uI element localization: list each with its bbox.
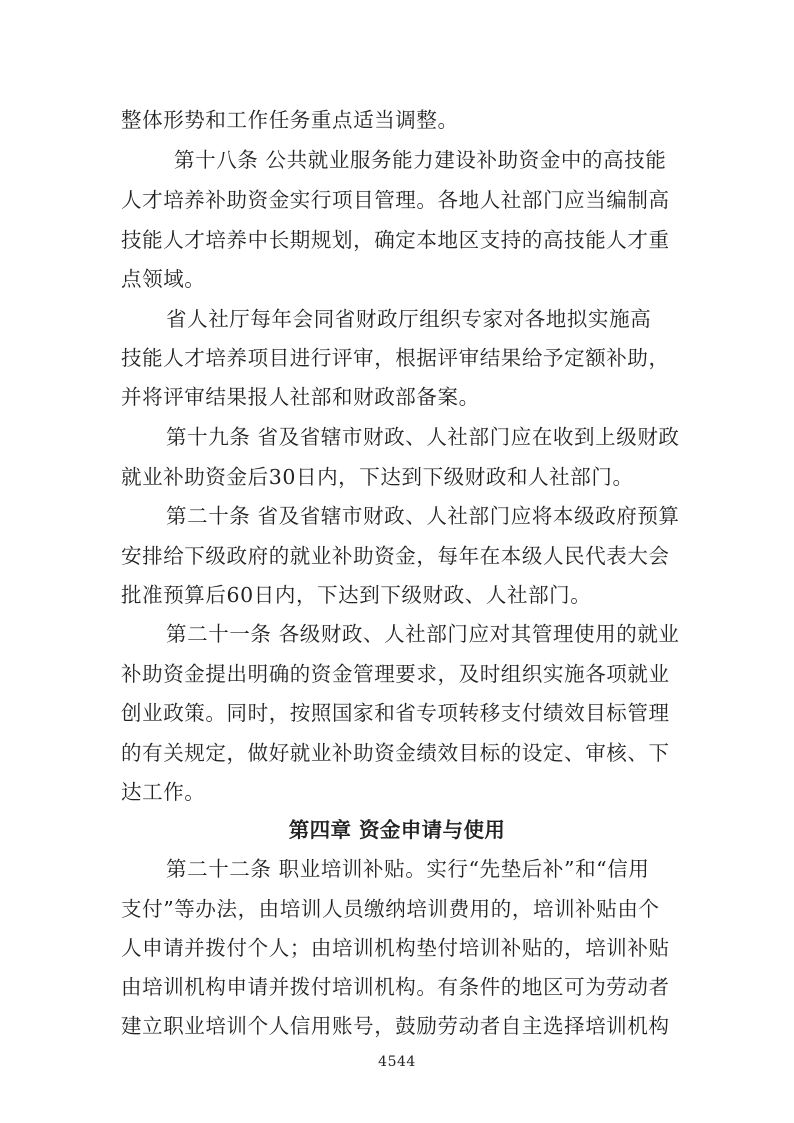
text-line: 并将评审结果报人社部和财政部备案。 bbox=[121, 385, 480, 409]
text-line: 技能人才培养项目进行评审，根据评审结果给予定额补助， bbox=[121, 346, 670, 370]
text-line: 批准预算后60日内，下达到下级财政、人社部门。 bbox=[121, 583, 592, 607]
text-line: 人申请并拨付个人；由培训机构垫付培训补贴的，培训补贴 bbox=[121, 936, 670, 960]
text-line: 由培训机构申请并拨付培训机构。有条件的地区可为劳动者 bbox=[121, 975, 670, 999]
text-line: 达工作。 bbox=[121, 780, 206, 804]
text-line: 省人社厅每年会同省财政厅组织专家对各地拟实施高 bbox=[166, 307, 652, 331]
text-line: 技能人才培养中长期规划，确定本地区支持的高技能人才重 bbox=[121, 228, 670, 252]
text-line: 支付”等办法，由培训人员缴纳培训费用的，培训补贴由个 bbox=[121, 897, 660, 921]
page-number: 4544 bbox=[378, 1054, 416, 1070]
text-line: 第十九条 省及省辖市财政、人社部门应在收到上级财政 bbox=[166, 425, 680, 449]
text-line: 建立职业培训个人信用账号，鼓励劳动者自主选择培训机构 bbox=[121, 1014, 670, 1038]
text-line: 补助资金提出明确的资金管理要求，及时组织实施各项就业 bbox=[121, 662, 670, 686]
text-line: 整体形势和工作任务重点适当调整。 bbox=[121, 108, 459, 132]
text-line: 点领域。 bbox=[121, 267, 206, 291]
text-line: 第二十二条 职业培训补贴。实行“先垫后补”和“信用 bbox=[166, 857, 650, 881]
text-line: 人才培养补助资金实行项目管理。各地人社部门应当编制高 bbox=[121, 188, 670, 212]
text-line: 就业补助资金后30日内，下达到下级财政和人社部门。 bbox=[121, 465, 634, 489]
text-line: 安排给下级政府的就业补助资金，每年在本级人民代表大会 bbox=[121, 544, 670, 568]
text-line: 的有关规定，做好就业补助资金绩效目标的设定、审核、下 bbox=[121, 741, 670, 765]
text-line: 第十八条 公共就业服务能力建设补助资金中的高技能 bbox=[174, 148, 667, 172]
text-line: 创业政策。同时，按照国家和省专项转移支付绩效目标管理 bbox=[121, 701, 670, 725]
text-line: 第二十一条 各级财政、人社部门应对其管理使用的就业 bbox=[166, 622, 680, 646]
chapter-heading: 第四章 资金申请与使用 bbox=[288, 818, 506, 842]
text-line: 第二十条 省及省辖市财政、人社部门应将本级政府预算 bbox=[166, 504, 680, 528]
